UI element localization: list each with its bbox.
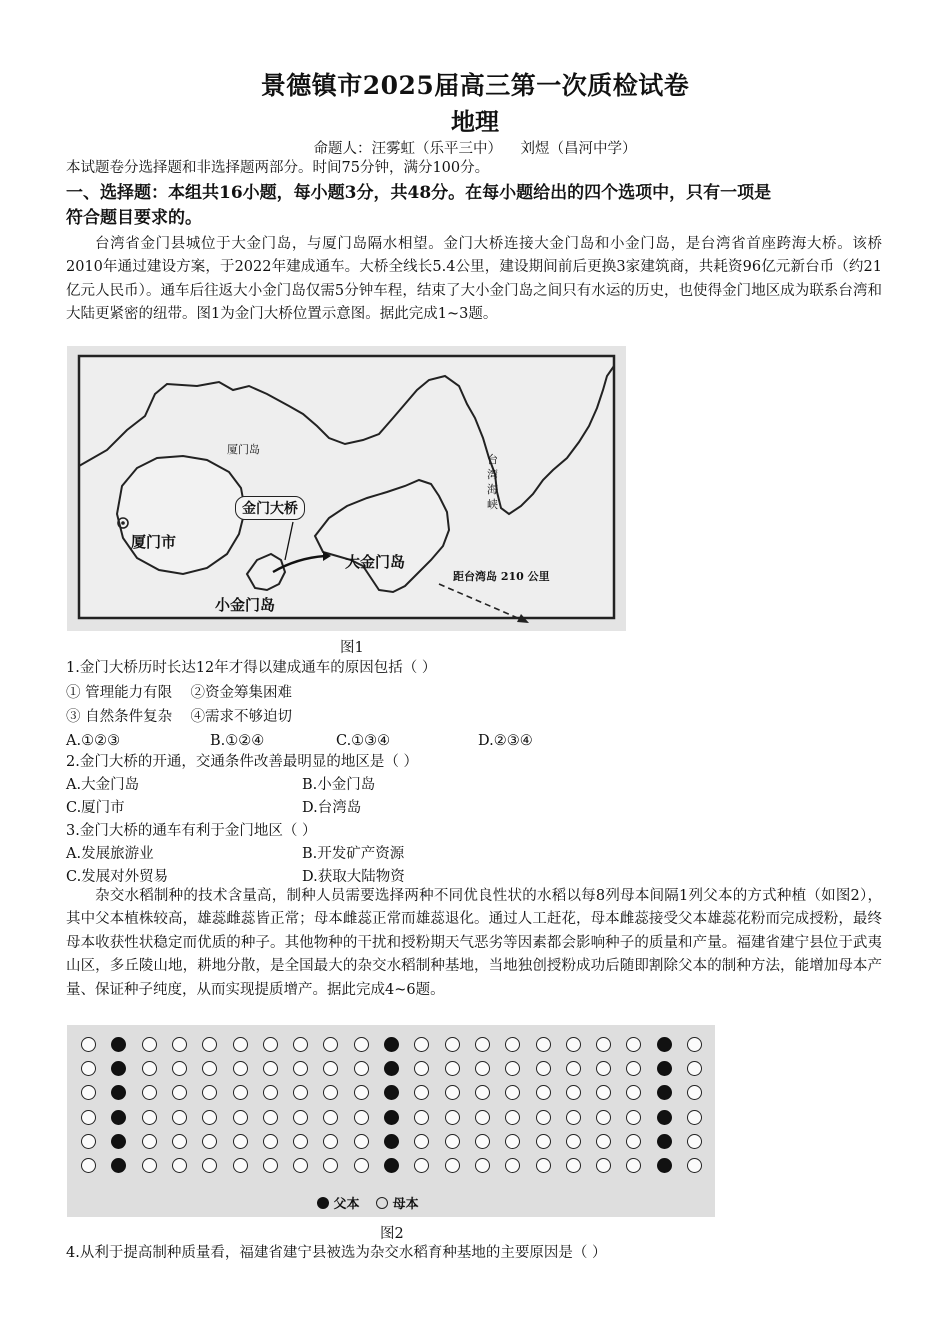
mother-plant [626, 1085, 641, 1100]
label-small-jinmen: 小金门岛 [215, 596, 276, 614]
mother-plant [626, 1110, 641, 1125]
mother-plant [233, 1158, 248, 1173]
question-4-stem: 4.从利于提高制种质量看，福建省建宁县被选为杂交水稻育种基地的主要原因是（ ） [66, 1245, 607, 1261]
passage-2: 杂交水稻制种的技术含量高，制种人员需要选择两种不同优良性状的水稻以每8列母本间隔1列父本的方式种植（如图2），其中父本植株较高，雄蕊雌蕊皆正常；母本雌蕊正常而雄蕊退化。通过人工赶花，母本雌蕊接受父本雄蕊花粉而完成授粉，最终母本收获性状稳定而优质的种子。其他物种的干扰和授粉期天气恶劣等因素都会影响种子的质量和产量。福建省建宁县位于武夷山区，多丘陵山地，耕地分散，是全国最大的杂交水稻制种基地，当地独创授粉成功后随即割除父本的制种方法，能增加母本产量、保证种子纯度，从而实现提质增产。据此完成4~6题。 [66, 888, 882, 998]
mother-plant [142, 1110, 157, 1125]
mother-plant [263, 1037, 278, 1052]
father-plant [111, 1110, 126, 1125]
question-3-option-d[interactable]: D.获取大陆物资 [302, 869, 405, 885]
question-1-stem: 1.金门大桥历时长达12年才得以建成通车的原因包括（ ） [66, 660, 437, 676]
mother-plant [475, 1061, 490, 1076]
father-plant [111, 1037, 126, 1052]
mother-plant [172, 1061, 187, 1076]
father-plant [111, 1061, 126, 1076]
father-plant [384, 1061, 399, 1076]
exam-title: 景德镇市2025届高三第一次质检试卷 [260, 71, 690, 100]
mother-plant [566, 1134, 581, 1149]
mother-plant [687, 1158, 702, 1173]
mother-plant [596, 1134, 611, 1149]
mother-plant [354, 1037, 369, 1052]
father-plant [384, 1158, 399, 1173]
mother-plant [414, 1110, 429, 1125]
mother-plant [596, 1037, 611, 1052]
label-bridge: 金门大桥 [235, 496, 305, 520]
mother-plant [354, 1110, 369, 1125]
mother-plant [172, 1134, 187, 1149]
mother-plant [81, 1061, 96, 1076]
mother-plant [323, 1158, 338, 1173]
mother-plant [475, 1085, 490, 1100]
figure-2-grid [67, 1025, 715, 1217]
mother-plant [626, 1061, 641, 1076]
label-big-jinmen: 大金门岛 [345, 553, 406, 571]
mother-plant [172, 1110, 187, 1125]
question-1-statements-a: ① 管理能力有限 ②资金筹集困难 [66, 685, 293, 701]
mother-plant [566, 1110, 581, 1125]
mother-plant [323, 1110, 338, 1125]
intro-line: 本试题卷分选择题和非选择题两部分。时间75分钟，满分100分。 [66, 160, 490, 176]
mother-plant [202, 1085, 217, 1100]
label-xiamen-island: 厦门岛 [227, 443, 260, 456]
father-plant [657, 1085, 672, 1100]
passage-1: 台湾省金门县城位于大金门岛，与厦门岛隔水相望。金门大桥连接大金门岛和小金门岛，是台湾省首座跨海大桥。该桥2010年通过建设方案，于2022年建成通车。大桥全线长5.4公里，建设期间前后更换3家建筑商，共耗资96亿元新台币（约21亿元人民币）。通车后往返大小金门岛仅需5分钟车程，结束了大小金门岛之间只有水运的历史，也使得金门地区成为联系台湾和大陆更紧密的纽带。图1为金门大桥位置示意图。据此完成1~3题。 [66, 236, 882, 323]
mother-plant [536, 1134, 551, 1149]
question-3-option-b[interactable]: B.开发矿产资源 [302, 846, 405, 862]
mother-plant [293, 1110, 308, 1125]
father-plant [111, 1085, 126, 1100]
mother-plant [81, 1085, 96, 1100]
subject-title: 地理 [451, 107, 499, 136]
mother-plant [566, 1158, 581, 1173]
mother-plant [596, 1085, 611, 1100]
question-3-option-a[interactable]: A.发展旅游业 [66, 846, 154, 862]
mother-plant [414, 1134, 429, 1149]
mother-plant [293, 1134, 308, 1149]
question-3-stem: 3.金门大桥的通车有利于金门地区（ ） [66, 823, 317, 839]
father-plant [111, 1134, 126, 1149]
father-plant [657, 1061, 672, 1076]
mother-plant [566, 1037, 581, 1052]
mother-plant [505, 1134, 520, 1149]
mother-plant [263, 1158, 278, 1173]
mother-plant [263, 1085, 278, 1100]
father-plant [384, 1037, 399, 1052]
father-plant [657, 1037, 672, 1052]
figure-2-legend [317, 1193, 419, 1212]
mother-plant [626, 1158, 641, 1173]
mother-plant [172, 1037, 187, 1052]
planting-grid [73, 1033, 709, 1181]
father-plant [657, 1110, 672, 1125]
mother-plant [687, 1110, 702, 1125]
mother-plant [505, 1110, 520, 1125]
label-distance: 距台湾岛 210 公里 [453, 570, 550, 583]
mother-plant [202, 1134, 217, 1149]
mother-plant [536, 1061, 551, 1076]
mother-plant [445, 1158, 460, 1173]
mother-plant [626, 1134, 641, 1149]
mother-plant [505, 1158, 520, 1173]
mother-plant [233, 1110, 248, 1125]
father-legend-icon [317, 1197, 329, 1209]
section-heading-line2: 符合题目要求的。 [66, 208, 202, 228]
mother-plant [536, 1037, 551, 1052]
mother-plant [323, 1037, 338, 1052]
mother-plant [414, 1158, 429, 1173]
mother-plant [445, 1134, 460, 1149]
question-1-option-a[interactable]: A.①②③ [66, 733, 121, 749]
mother-plant [596, 1061, 611, 1076]
father-plant [111, 1158, 126, 1173]
question-1-option-b[interactable]: B.①②④ [210, 733, 265, 749]
mother-plant [505, 1037, 520, 1052]
mother-plant [414, 1085, 429, 1100]
mother-plant [687, 1085, 702, 1100]
mother-plant [414, 1061, 429, 1076]
legend-mother-label: 母本 [392, 1197, 419, 1212]
mother-plant [202, 1037, 217, 1052]
mother-plant [202, 1158, 217, 1173]
question-2-option-b[interactable]: B.小金门岛 [302, 777, 376, 793]
father-plant [657, 1158, 672, 1173]
mother-plant [687, 1061, 702, 1076]
mother-plant [475, 1037, 490, 1052]
mother-plant [323, 1134, 338, 1149]
authors-line: 命题人：汪雾虹（乐平三中） 刘煜（昌河中学） [313, 141, 637, 157]
mother-plant [445, 1110, 460, 1125]
mother-plant [505, 1061, 520, 1076]
mother-plant [536, 1158, 551, 1173]
question-3-option-c[interactable]: C.发展对外贸易 [66, 869, 169, 885]
mother-plant [142, 1158, 157, 1173]
mother-plant [293, 1061, 308, 1076]
father-plant [384, 1110, 399, 1125]
mother-plant [323, 1061, 338, 1076]
mother-plant [354, 1085, 369, 1100]
mother-plant [566, 1061, 581, 1076]
mother-plant [445, 1037, 460, 1052]
mother-plant [354, 1158, 369, 1173]
mother-plant [596, 1110, 611, 1125]
question-2-option-c[interactable]: C.厦门市 [66, 800, 125, 816]
strait-char: 台 [487, 453, 498, 466]
mother-plant [263, 1134, 278, 1149]
mother-plant [536, 1110, 551, 1125]
question-1-option-d[interactable]: D.②③④ [478, 733, 533, 749]
father-plant [657, 1134, 672, 1149]
legend-father-label: 父本 [333, 1197, 360, 1212]
mother-plant [81, 1110, 96, 1125]
mother-plant [81, 1158, 96, 1173]
question-1-statements-b: ③ 自然条件复杂 ④需求不够迫切 [66, 709, 293, 725]
mother-plant [354, 1134, 369, 1149]
mother-plant [323, 1085, 338, 1100]
mother-plant [202, 1110, 217, 1125]
mother-plant [445, 1061, 460, 1076]
mother-plant [233, 1085, 248, 1100]
mother-plant [414, 1037, 429, 1052]
section-heading-line1: 一、选择题：本组共16小题，每小题3分，共48分。在每小题给出的四个选项中，只有一项是 [66, 183, 772, 203]
map-drawing [67, 346, 626, 631]
mother-plant [687, 1134, 702, 1149]
mother-plant [233, 1037, 248, 1052]
mother-plant [596, 1158, 611, 1173]
mother-plant [172, 1085, 187, 1100]
question-1-option-c[interactable]: C.①③④ [336, 733, 391, 749]
mother-plant [293, 1037, 308, 1052]
figure-1-caption: 图1 [340, 640, 364, 656]
mother-plant [81, 1037, 96, 1052]
mother-plant [566, 1085, 581, 1100]
mother-plant [536, 1085, 551, 1100]
mother-plant [233, 1134, 248, 1149]
strait-char: 峡 [487, 498, 498, 511]
mother-plant [475, 1110, 490, 1125]
mother-plant [445, 1085, 460, 1100]
strait-char: 湾 [487, 468, 498, 481]
label-xiamen-city: 厦门市 [131, 533, 177, 551]
father-plant [384, 1085, 399, 1100]
strait-char: 海 [487, 483, 498, 496]
mother-plant [142, 1061, 157, 1076]
figure-1-map [67, 346, 626, 631]
question-2-option-d[interactable]: D.台湾岛 [302, 800, 362, 816]
mother-plant [263, 1110, 278, 1125]
question-2-stem: 2.金门大桥的开通，交通条件改善最明显的地区是（ ） [66, 754, 418, 770]
mother-plant [81, 1134, 96, 1149]
mother-plant [142, 1134, 157, 1149]
mother-plant [142, 1085, 157, 1100]
mother-plant [293, 1158, 308, 1173]
mother-plant [202, 1061, 217, 1076]
mother-plant [505, 1085, 520, 1100]
question-2-option-a[interactable]: A.大金门岛 [66, 777, 140, 793]
mother-plant [263, 1061, 278, 1076]
mother-plant [626, 1037, 641, 1052]
mother-plant [687, 1037, 702, 1052]
mother-plant [475, 1158, 490, 1173]
mother-plant [475, 1134, 490, 1149]
mother-plant [233, 1061, 248, 1076]
mother-legend-icon [376, 1197, 388, 1209]
mother-plant [293, 1085, 308, 1100]
mother-plant [142, 1037, 157, 1052]
mother-plant [354, 1061, 369, 1076]
father-plant [384, 1134, 399, 1149]
label-taiwan-strait [487, 452, 501, 512]
figure-2-caption: 图2 [380, 1226, 404, 1242]
mother-plant [172, 1158, 187, 1173]
